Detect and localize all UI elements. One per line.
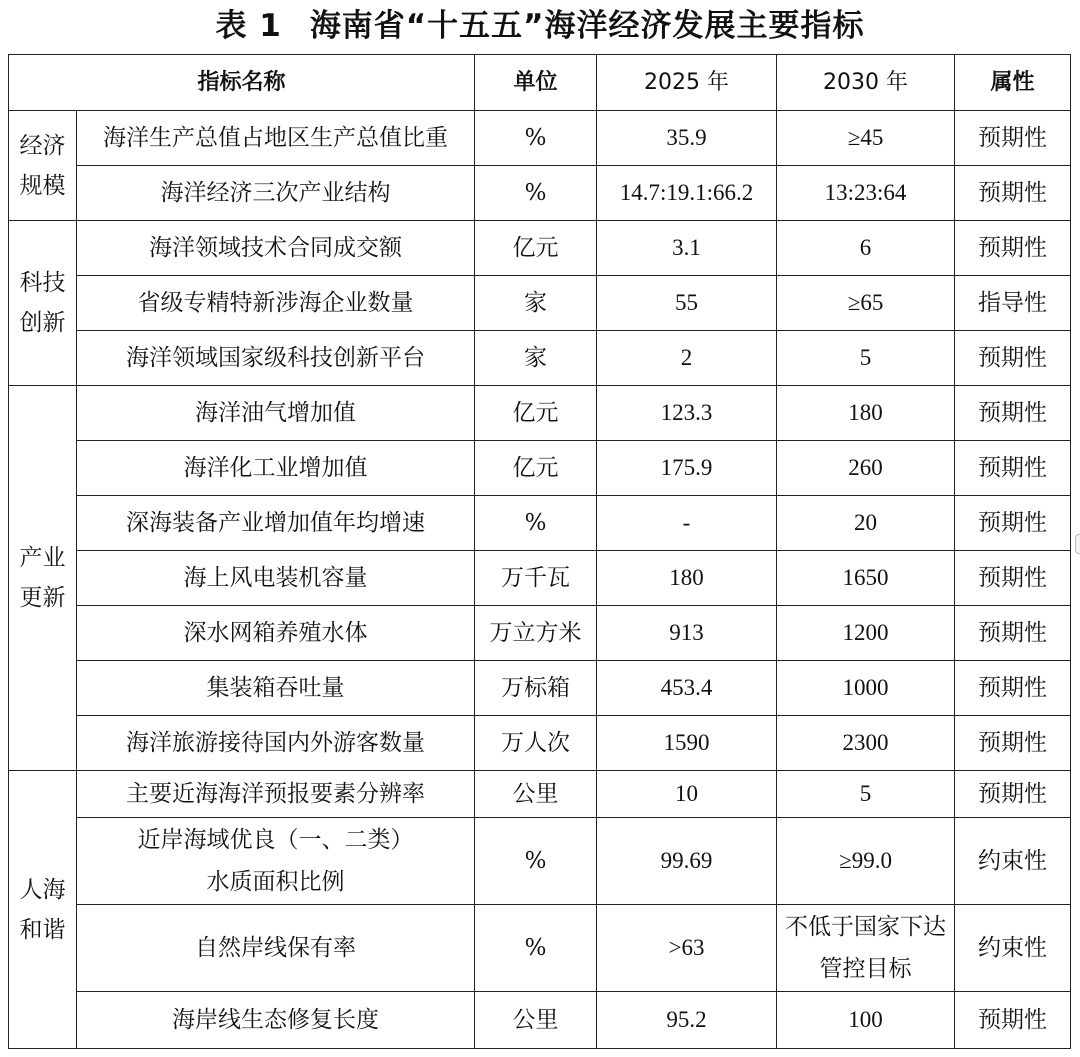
attribute-cell: 预期性 [955, 386, 1071, 441]
unit-cell: 家 [475, 331, 597, 386]
value-2025-cell: 10 [597, 771, 777, 818]
value-2030-cell: 13:23:64 [777, 166, 955, 221]
value-2030-cell: 180 [777, 386, 955, 441]
unit-cell: % [475, 818, 597, 905]
value-2025-cell: 95.2 [597, 992, 777, 1049]
unit-cell: % [475, 111, 597, 166]
indicator-name-cell: 海洋油气增加值 [77, 386, 475, 441]
unit-cell: % [475, 166, 597, 221]
value-2025-cell: 2 [597, 331, 777, 386]
attribute-cell: 预期性 [955, 496, 1071, 551]
value-2030-cell: 5 [777, 331, 955, 386]
header-2030: 2030 年 [777, 55, 955, 111]
table-row [9, 276, 1071, 331]
indicator-name-cell: 海洋化工业增加值 [77, 441, 475, 496]
category-cell: 科技创新 [9, 221, 77, 386]
category-cell: 产业更新 [9, 386, 77, 771]
attribute-cell: 预期性 [955, 111, 1071, 166]
indicator-name-cell: 深海装备产业增加值年均增速 [77, 496, 475, 551]
header-attribute: 属性 [955, 55, 1071, 111]
indicator-name-cell: 海洋领域国家级科技创新平台 [77, 331, 475, 386]
table-row [9, 818, 1071, 905]
attribute-cell: 预期性 [955, 331, 1071, 386]
table-row [9, 551, 1071, 606]
table-row [9, 716, 1071, 771]
value-2030-cell: 100 [777, 992, 955, 1049]
value-2025-cell: 123.3 [597, 386, 777, 441]
value-2025-cell: 35.9 [597, 111, 777, 166]
table-row [9, 331, 1071, 386]
value-2030-cell: 260 [777, 441, 955, 496]
table-row [9, 386, 1071, 441]
unit-cell: 亿元 [475, 386, 597, 441]
attribute-cell: 预期性 [955, 551, 1071, 606]
attribute-cell: 约束性 [955, 818, 1071, 905]
attribute-cell: 预期性 [955, 221, 1071, 276]
attribute-cell: 预期性 [955, 716, 1071, 771]
value-2030-cell: 不低于国家下达管控目标 [777, 905, 955, 992]
indicator-name-cell: 近岸海域优良（一、二类）水质面积比例 [77, 818, 475, 905]
header-row [9, 55, 1071, 111]
value-2030-cell: 2300 [777, 716, 955, 771]
attribute-cell: 预期性 [955, 661, 1071, 716]
table-number: 表 1 [215, 8, 282, 44]
table-row [9, 221, 1071, 276]
unit-cell: 公里 [475, 771, 597, 818]
value-2030-cell: ≥65 [777, 276, 955, 331]
value-2025-cell: - [597, 496, 777, 551]
indicator-name-cell: 海洋旅游接待国内外游客数量 [77, 716, 475, 771]
value-2030-cell: 1200 [777, 606, 955, 661]
value-2025-cell: 3.1 [597, 221, 777, 276]
attribute-cell: 预期性 [955, 606, 1071, 661]
value-2030-cell: 6 [777, 221, 955, 276]
value-2030-cell: 1000 [777, 661, 955, 716]
indicator-name-cell: 自然岸线保有率 [77, 905, 475, 992]
table-row [9, 661, 1071, 716]
attribute-cell: 预期性 [955, 771, 1071, 818]
table-title [0, 4, 1080, 48]
attribute-cell: 约束性 [955, 905, 1071, 992]
value-2030-cell: 5 [777, 771, 955, 818]
unit-cell: % [475, 905, 597, 992]
value-2025-cell: 99.69 [597, 818, 777, 905]
unit-cell: 家 [475, 276, 597, 331]
value-2030-cell: 1650 [777, 551, 955, 606]
table-row [9, 496, 1071, 551]
header-indicator: 指标名称 [9, 55, 475, 111]
value-2025-cell: 55 [597, 276, 777, 331]
value-2030-cell: ≥45 [777, 111, 955, 166]
unit-cell: 万人次 [475, 716, 597, 771]
table-row [9, 606, 1071, 661]
unit-cell: 公里 [475, 992, 597, 1049]
indicator-name-cell: 主要近海海洋预报要素分辨率 [77, 771, 475, 818]
table-row [9, 111, 1071, 166]
indicator-name-cell: 深水网箱养殖水体 [77, 606, 475, 661]
table-row [9, 441, 1071, 496]
table-row [9, 905, 1071, 992]
unit-cell: 万千瓦 [475, 551, 597, 606]
indicator-name-cell: 海岸线生态修复长度 [77, 992, 475, 1049]
value-2025-cell: 453.4 [597, 661, 777, 716]
unit-cell: 亿元 [475, 441, 597, 496]
indicator-name-cell: 海洋经济三次产业结构 [77, 166, 475, 221]
indicator-name-cell: 海上风电装机容量 [77, 551, 475, 606]
value-2025-cell: 180 [597, 551, 777, 606]
table-title-text: 海南省“十五五”海洋经济发展主要指标 [309, 8, 865, 44]
unit-cell: 万标箱 [475, 661, 597, 716]
table-row [9, 166, 1071, 221]
indicator-name-cell: 海洋领域技术合同成交额 [77, 221, 475, 276]
value-2025-cell: 913 [597, 606, 777, 661]
table-row [9, 771, 1071, 818]
table-row [9, 992, 1071, 1049]
value-2025-cell: 1590 [597, 716, 777, 771]
category-cell: 经济规模 [9, 111, 77, 221]
unit-cell: 万立方米 [475, 606, 597, 661]
value-2025-cell: 175.9 [597, 441, 777, 496]
unit-cell: % [475, 496, 597, 551]
attribute-cell: 预期性 [955, 441, 1071, 496]
header-2025: 2025 年 [597, 55, 777, 111]
value-2025-cell: >63 [597, 905, 777, 992]
value-2030-cell: ≥99.0 [777, 818, 955, 905]
page-edge-tab [1075, 534, 1080, 554]
value-2025-cell: 14.7:19.1:66.2 [597, 166, 777, 221]
category-cell: 人海和谐 [9, 771, 77, 1049]
value-2030-cell: 20 [777, 496, 955, 551]
header-unit: 单位 [475, 55, 597, 111]
unit-cell: 亿元 [475, 221, 597, 276]
attribute-cell: 指导性 [955, 276, 1071, 331]
attribute-cell: 预期性 [955, 166, 1071, 221]
indicators-table [8, 54, 1071, 1049]
attribute-cell: 预期性 [955, 992, 1071, 1049]
indicator-name-cell: 省级专精特新涉海企业数量 [77, 276, 475, 331]
indicator-name-cell: 集装箱吞吐量 [77, 661, 475, 716]
indicator-name-cell: 海洋生产总值占地区生产总值比重 [77, 111, 475, 166]
